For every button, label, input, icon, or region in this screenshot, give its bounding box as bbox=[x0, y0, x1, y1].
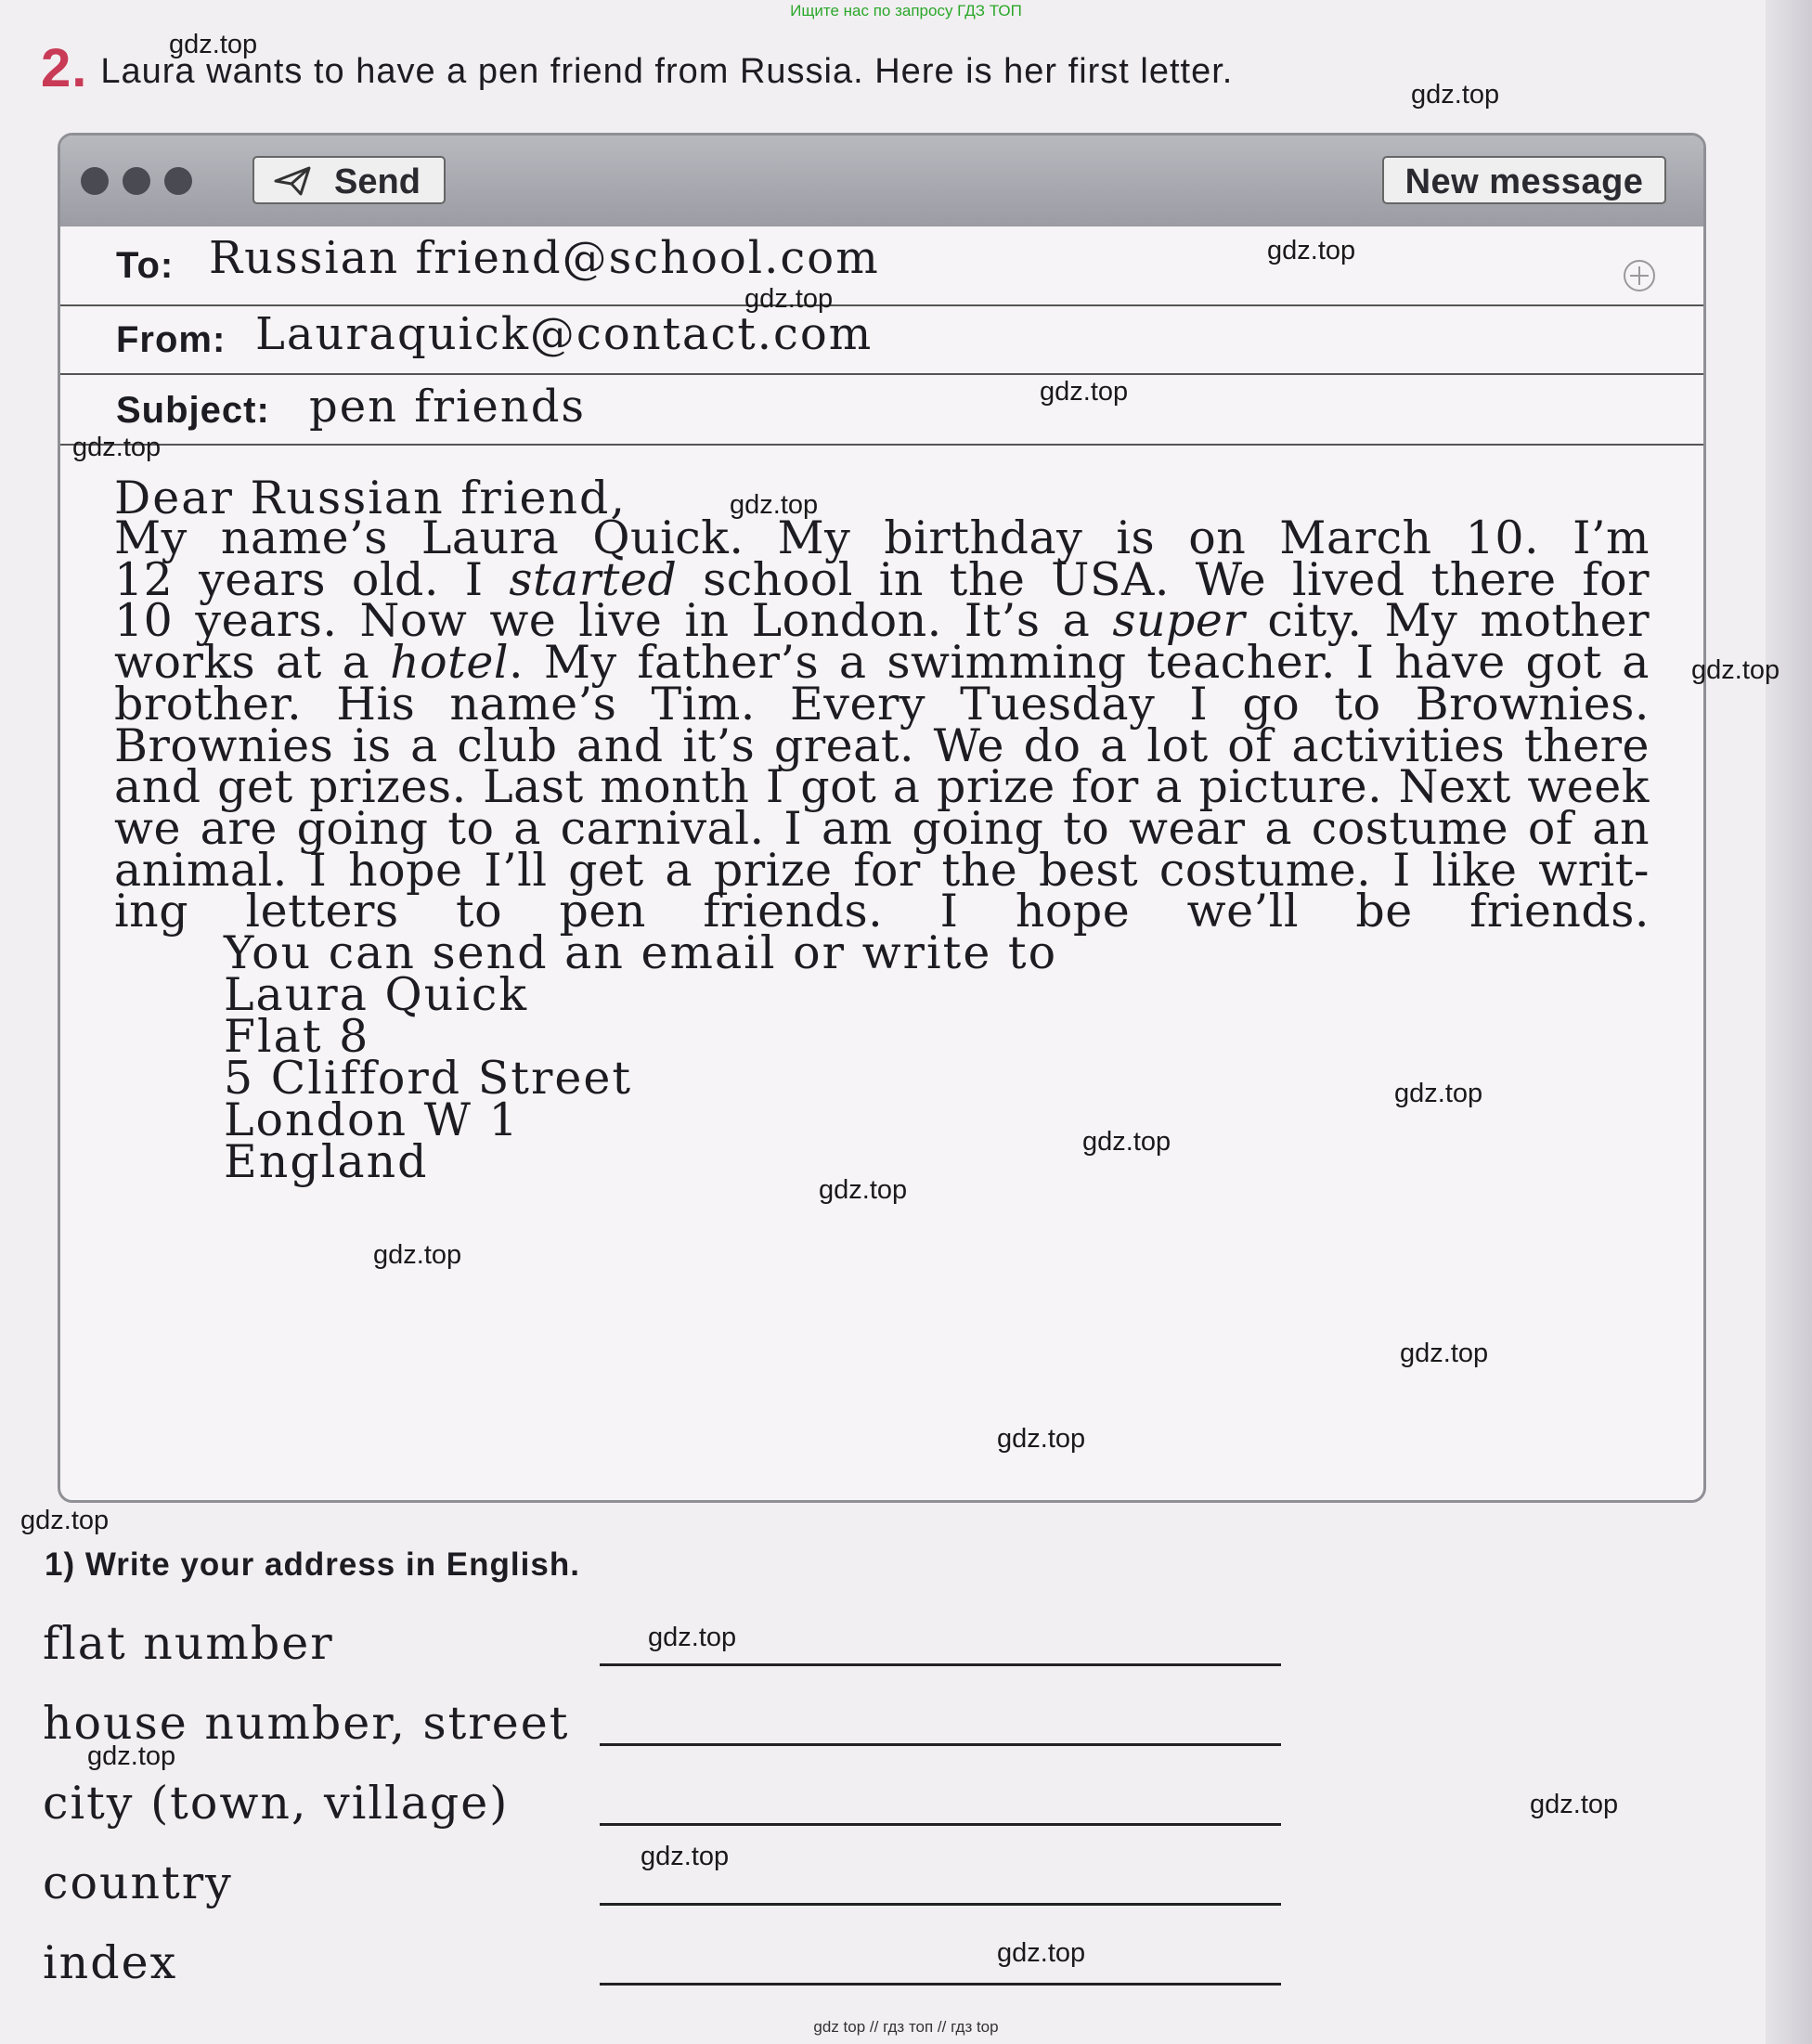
letter-line: we are going to a carnival. I am going to wear a costume of an bbox=[114, 801, 1650, 855]
page-edge-shadow bbox=[1766, 0, 1812, 2044]
subject-row[interactable] bbox=[60, 375, 1703, 446]
watermark: gdz.top bbox=[20, 1506, 110, 1535]
email-window bbox=[58, 133, 1706, 1503]
answer-line[interactable] bbox=[600, 1743, 1281, 1746]
field-label: index bbox=[43, 1936, 178, 1989]
from-field: Lauraquick@contact.com bbox=[255, 308, 874, 360]
field-label: country bbox=[43, 1856, 233, 1909]
watermark: gdz.top bbox=[87, 1741, 176, 1771]
email-toolbar bbox=[60, 136, 1703, 226]
site-banner-top: Ищите нас по запросу ГДЗ ТОП bbox=[790, 2, 1022, 19]
address-line: Laura Quick bbox=[224, 968, 529, 1021]
letter-line: animal. I hope I’ll get a prize for the best costume. I like writ- bbox=[114, 843, 1650, 897]
watermark: gdz.top bbox=[1400, 1339, 1489, 1368]
subject-label: Subject: bbox=[116, 390, 270, 431]
letter-line: works at a hotel. My father’s a swimming teacher. I have got a bbox=[114, 636, 1650, 690]
letter-line: My name’s Laura Quick. My birthday is on March 10. I’m bbox=[114, 511, 1650, 564]
window-close-dot[interactable] bbox=[81, 167, 109, 195]
watermark: gdz.top bbox=[169, 30, 258, 59]
window-minimize-dot[interactable] bbox=[123, 167, 150, 195]
watermark: gdz.top bbox=[373, 1240, 462, 1270]
paper-plane-icon bbox=[273, 165, 312, 197]
to-field[interactable]: Russian friend@school.com bbox=[209, 232, 880, 284]
watermark: gdz.top bbox=[744, 284, 834, 314]
site-banner-bottom: gdz top // гдз топ // гдз top bbox=[813, 2018, 999, 2036]
watermark: gdz.top bbox=[1082, 1127, 1171, 1157]
address-line: England bbox=[224, 1135, 429, 1188]
watermark: gdz.top bbox=[1530, 1790, 1619, 1819]
answer-line[interactable] bbox=[600, 1663, 1281, 1666]
watermark: gdz.top bbox=[1411, 80, 1500, 110]
watermark: gdz.top bbox=[648, 1623, 737, 1652]
address-line: London W 1 bbox=[224, 1093, 520, 1146]
letter-line: 10 years. Now we live in London. It’s a super city. My mother bbox=[114, 594, 1650, 648]
answer-line[interactable] bbox=[600, 1983, 1281, 1986]
window-maximize-dot[interactable] bbox=[164, 167, 192, 195]
field-label: city (town, village) bbox=[43, 1777, 510, 1830]
watermark: gdz.top bbox=[730, 490, 819, 520]
to-label: To: bbox=[116, 245, 175, 286]
watermark: gdz.top bbox=[1394, 1079, 1483, 1108]
letter-line: 12 years old. I started school in the USA. We lived there for bbox=[114, 552, 1650, 606]
task-text: Laura wants to have a pen friend from Russia. Here is her first letter. bbox=[100, 52, 1234, 91]
watermark: gdz.top bbox=[641, 1842, 730, 1871]
send-button[interactable] bbox=[252, 156, 446, 204]
field-label: flat number bbox=[43, 1617, 334, 1670]
letter-line: and get prizes. Last month I got a prize for a picture. Next week bbox=[114, 760, 1650, 814]
letter-line: brother. His name’s Tim. Every Tuesday I go to Brownies. bbox=[114, 677, 1650, 731]
answer-line[interactable] bbox=[600, 1823, 1281, 1826]
watermark: gdz.top bbox=[997, 1424, 1086, 1454]
subject-field[interactable]: pen friends bbox=[309, 381, 587, 433]
exercise-question: 1) Write your address in English. bbox=[45, 1546, 580, 1583]
new-message-button[interactable]: New message bbox=[1382, 156, 1666, 204]
watermark: gdz.top bbox=[1691, 655, 1780, 685]
letter-line: ing letters to pen friends. I hope we’ll be friends. bbox=[114, 885, 1650, 938]
field-label: house number, street bbox=[43, 1697, 570, 1750]
task-number: 2. bbox=[41, 38, 88, 98]
address-line: Flat 8 bbox=[224, 1010, 370, 1063]
watermark: gdz.top bbox=[72, 433, 162, 462]
to-row[interactable] bbox=[60, 226, 1703, 306]
letter-line: Brownies is a club and it’s great. We do a lot of activities there bbox=[114, 718, 1650, 772]
watermark: gdz.top bbox=[1040, 377, 1129, 407]
send-label: Send bbox=[334, 162, 421, 201]
answer-line[interactable] bbox=[600, 1903, 1281, 1906]
watermark: gdz.top bbox=[819, 1175, 908, 1205]
watermark: gdz.top bbox=[997, 1938, 1086, 1968]
from-label: From: bbox=[116, 319, 226, 360]
add-recipient-icon[interactable] bbox=[1624, 260, 1655, 291]
watermark: gdz.top bbox=[1267, 236, 1356, 265]
letter-greeting: Dear Russian friend, bbox=[114, 472, 627, 524]
address-line: 5 Clifford Street bbox=[224, 1052, 633, 1105]
address-line: You can send an email or write to bbox=[224, 926, 1058, 979]
from-row bbox=[60, 306, 1703, 375]
